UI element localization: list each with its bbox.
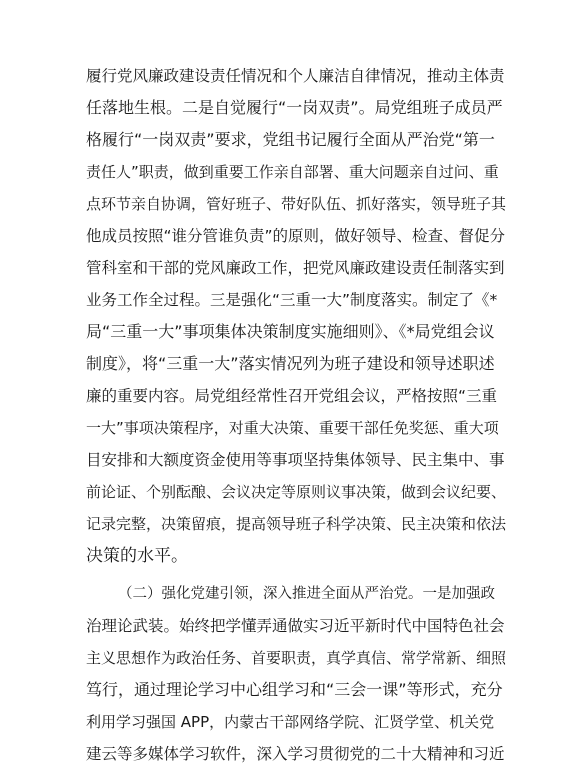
text-line: 记录完整，决策留痕，提高领导班子科学决策、民主决策和依法 [86, 515, 507, 533]
text-line: 任落地生根。二是自觉履行“一岗双责”。局党组班子成员严 [86, 98, 503, 117]
text-line: 点环节亲自协调，管好班子、带好队伍、抓好落实，领导班子其 [86, 195, 507, 213]
text-line: 格履行“一岗双责”要求，党组书记履行全面从严治党“第一 [86, 130, 495, 149]
text-line: 前论证、个别酝酿、会议决定等原则议事决策，做到会议纪要、 [86, 483, 507, 501]
text-line: 目安排和大额度资金使用等事项坚持集体领导、民主集中、事 [86, 451, 505, 469]
text-line: 管科室和干部的党风廉政工作，把党风廉政建设责任制落实到 [86, 259, 505, 277]
text-line: 责任人”职责，做到重要工作亲自部署、重大问题亲自过问、重 [86, 163, 499, 181]
text-line: 利用学习强国 APP，内蒙古干部网络学院、汇贤学堂、机关党 [86, 713, 495, 731]
text-line: 履行党风廉政建设责任情况和个人廉洁自律情况，推动主体责 [86, 67, 505, 85]
section-heading-line: （二）强化党建引领，深入推进全面从严治党。一是加强政 [118, 586, 495, 602]
text-line: 廉的重要内容。局党组经常性召开党组会议，严格按照“三重 [86, 387, 498, 405]
text-line: 他成员按照“谁分管谁负责”的原则，做好领导、检查、督促分 [86, 227, 506, 245]
text-line: 制度》，将“三重一大”落实情况列为班子建设和领导述职述 [86, 354, 495, 373]
text-line: 建云等多媒体学习软件，深入学习贯彻党的二十大精神和习近 [86, 745, 505, 763]
text-line: 笃行，通过理论学习中心组学习和“三会一课”等形式，充分 [86, 680, 503, 699]
text-line: 治理论武装。始终把学懂弄通做实习近平新时代中国特色社会 [86, 617, 505, 635]
text-line: 一大”事项决策程序，对重大决策、重要干部任免奖惩、重大项 [86, 419, 499, 437]
text-line: 决策的水平。 [86, 546, 188, 566]
text-line: 局“三重一大”事项集体决策制度实施细则》、《*局党组会议 [86, 322, 495, 341]
text-line: 主义思想作为政治任务、首要职责，真学真信、常学常新、细照 [86, 649, 507, 667]
text-line: 业务工作全过程。三是强化“三重一大”制度落实。制定了《* [86, 291, 498, 309]
